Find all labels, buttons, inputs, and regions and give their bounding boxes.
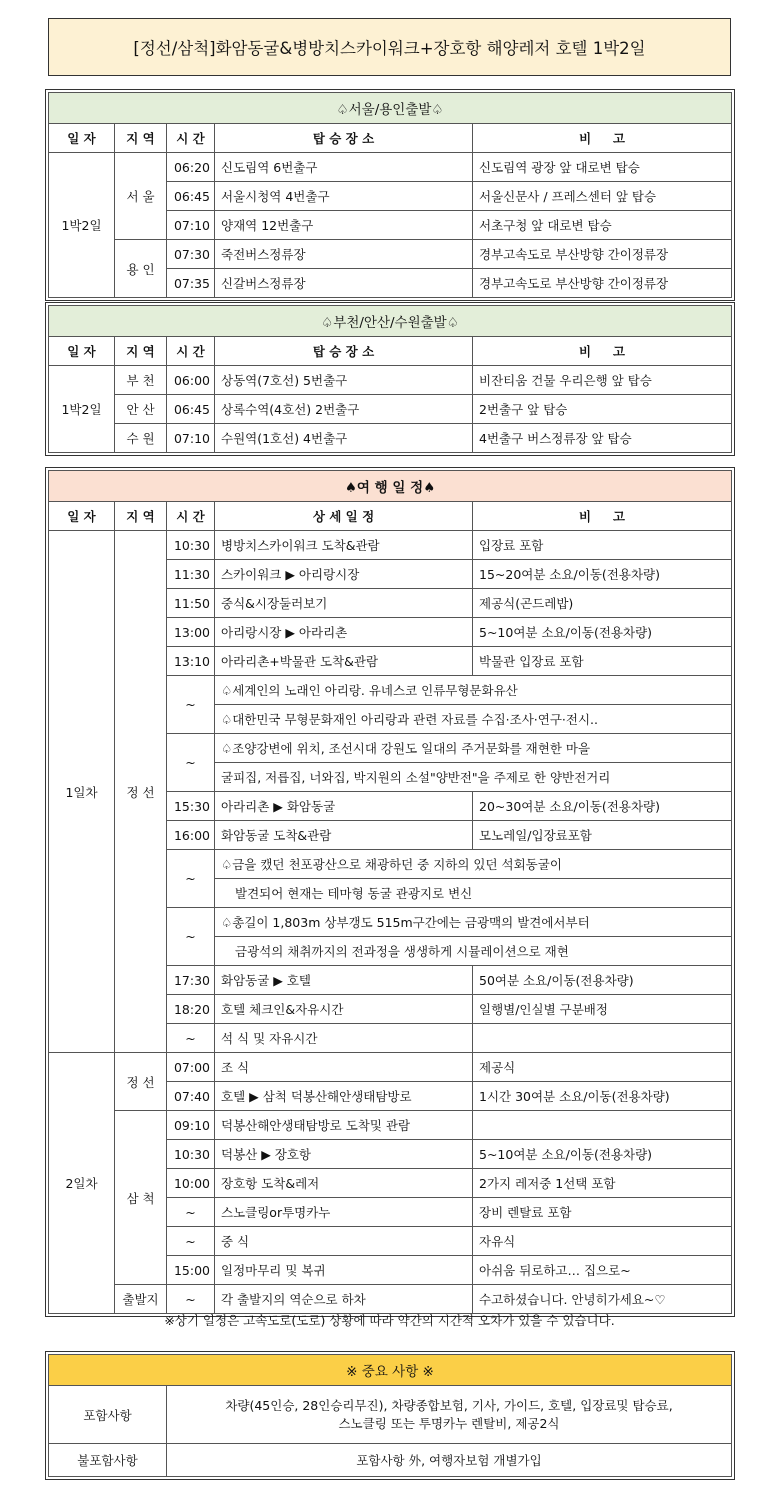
time-cell: 17:30 [167, 966, 215, 995]
time-cell: 06:45 [167, 182, 215, 211]
time-cell: 11:50 [167, 589, 215, 618]
detail-cell: 아리랑시장 ▶ 아라리촌 [215, 618, 473, 647]
time-cell: 07:30 [167, 240, 215, 269]
note-cell: 5~10여분 소요/이동(전용차량) [473, 618, 732, 647]
detail-cell: 중식&시장둘러보기 [215, 589, 473, 618]
time-cell: 11:30 [167, 560, 215, 589]
note-cell: 2가지 레저중 1선택 포함 [473, 1169, 732, 1198]
detail-cell: 화암동굴 도착&관람 [215, 821, 473, 850]
place-cell: 양재역 12번출구 [215, 211, 473, 240]
description-cell: 금광석의 채취까지의 전과정을 생생하게 시뮬레이션으로 재현 [215, 937, 732, 966]
time-cell: 07:10 [167, 424, 215, 453]
header-time: 시 간 [167, 124, 215, 153]
note-cell [473, 1024, 732, 1053]
time-cell: 16:00 [167, 821, 215, 850]
detail-cell: 일정마무리 및 복귀 [215, 1256, 473, 1285]
time-cell: 10:00 [167, 1169, 215, 1198]
region-cell: 용 인 [115, 240, 167, 298]
note-cell: 박물관 입장료 포함 [473, 647, 732, 676]
note-cell: 일행별/인실별 구분배정 [473, 995, 732, 1024]
note-cell: 비잔티움 건물 우리은행 앞 탑승 [473, 366, 732, 395]
header-place: 탑 승 장 소 [215, 124, 473, 153]
description-cell: ♤금을 캤던 천포광산으로 채광하던 중 지하의 있던 석회동굴이 [215, 850, 732, 879]
detail-cell: 조 식 [215, 1053, 473, 1082]
time-cell: 09:10 [167, 1111, 215, 1140]
note-cell: 제공식(곤드레밥) [473, 589, 732, 618]
note-cell: 2번출구 앞 탑승 [473, 395, 732, 424]
note-cell: 경부고속도로 부산방향 간이정류장 [473, 269, 732, 298]
header-detail: 상 세 일 정 [215, 502, 473, 531]
time-cell: ~ [167, 1285, 215, 1314]
time-cell: 13:00 [167, 618, 215, 647]
detail-cell: 스노클링or투명카누 [215, 1198, 473, 1227]
region-cell: 안 산 [115, 395, 167, 424]
page-title: [정선/삼척]화암동굴&병방치스카이워크+장호항 해양레저 호텔 1박2일 [48, 18, 731, 76]
header-region: 지 역 [115, 502, 167, 531]
note-cell: 15~20여분 소요/이동(전용차량) [473, 560, 732, 589]
header-note: 비 고 [473, 502, 732, 531]
detail-cell: 덕봉산 ▶ 장호항 [215, 1140, 473, 1169]
note-cell: 제공식 [473, 1053, 732, 1082]
note-cell: 서울신문사 / 프레스센터 앞 탑승 [473, 182, 732, 211]
day-cell: 2일차 [49, 1053, 115, 1314]
header-day: 일 자 [49, 502, 115, 531]
time-cell: 06:45 [167, 395, 215, 424]
time-cell: 07:00 [167, 1053, 215, 1082]
note-cell: 수고하셨습니다. 안녕히가세요~♡ [473, 1285, 732, 1314]
time-cell: 06:00 [167, 366, 215, 395]
included-line-2: 스노클링 또는 투명카누 렌탈비, 제공2식 [338, 1415, 560, 1431]
note-cell: 신도림역 광장 앞 대로변 탑승 [473, 153, 732, 182]
day-cell: 1박2일 [49, 153, 115, 298]
time-cell: 07:40 [167, 1082, 215, 1111]
time-cell: 07:35 [167, 269, 215, 298]
bucheon-departure-table [48, 305, 732, 453]
place-cell: 신갈버스정류장 [215, 269, 473, 298]
detail-cell: 스카이워크 ▶ 아리랑시장 [215, 560, 473, 589]
note-cell: 자유식 [473, 1227, 732, 1256]
note-cell: 5~10여분 소요/이동(전용차량) [473, 1140, 732, 1169]
region-cell: 정 선 [115, 1053, 167, 1111]
description-cell: ♤총길이 1,803m 상부갱도 515m구간에는 금광맥의 발견에서부터 [215, 908, 732, 937]
detail-cell: 호텔 체크인&자유시간 [215, 995, 473, 1024]
note-cell: 50여분 소요/이동(전용차량) [473, 966, 732, 995]
time-cell: ~ [167, 850, 215, 908]
region-cell: 출발지 [115, 1285, 167, 1314]
place-cell: 서울시청역 4번출구 [215, 182, 473, 211]
important-table [48, 1354, 732, 1477]
note-cell: 1시간 30여분 소요/이동(전용차량) [473, 1082, 732, 1111]
header-place: 탑 승 장 소 [215, 337, 473, 366]
region-cell: 삼 척 [115, 1111, 167, 1285]
note-cell: 아쉬움 뒤로하고… 집으로~ [473, 1256, 732, 1285]
time-cell: 06:20 [167, 153, 215, 182]
description-cell: 발견되어 현재는 테마형 동굴 관광지로 변신 [215, 879, 732, 908]
note-cell: 서초구청 앞 대로변 탑승 [473, 211, 732, 240]
header-day: 일 자 [49, 124, 115, 153]
included-value [167, 1386, 732, 1444]
time-cell: 10:30 [167, 531, 215, 560]
region-cell: 수 원 [115, 424, 167, 453]
note-cell: 4번출구 버스정류장 앞 탑승 [473, 424, 732, 453]
description-cell: ♤세계인의 노래인 아리랑. 유네스코 인류무형문화유산 [215, 676, 732, 705]
description-cell: 굴피집, 저릅집, 너와집, 박지원의 소설"양반전"을 주제로 한 양반전거리 [215, 763, 732, 792]
time-cell: ~ [167, 908, 215, 966]
description-cell: ♤대한민국 무형문화재인 아리랑과 관련 자료를 수집·조사·연구·전시.. [215, 705, 732, 734]
included-line-1: 차량(45인승, 28인승리무진), 차량종합보험, 기사, 가이드, 호텔, 입장료및 탑승료, [225, 1397, 673, 1413]
time-cell: 15:30 [167, 792, 215, 821]
detail-cell: 아라리촌+박물관 도착&관람 [215, 647, 473, 676]
time-cell: ~ [167, 1024, 215, 1053]
header-region: 지 역 [115, 337, 167, 366]
place-cell: 수원역(1호선) 4번출구 [215, 424, 473, 453]
time-cell: ~ [167, 676, 215, 734]
time-cell: ~ [167, 1198, 215, 1227]
detail-cell: 아라리촌 ▶ 화암동굴 [215, 792, 473, 821]
itinerary-section-title: ♠여 행 일 정♠ [49, 471, 732, 502]
place-cell: 상록수역(4호선) 2번출구 [215, 395, 473, 424]
detail-cell: 장호항 도착&레저 [215, 1169, 473, 1198]
header-region: 지 역 [115, 124, 167, 153]
header-day: 일 자 [49, 337, 115, 366]
note-cell: 입장료 포함 [473, 531, 732, 560]
region-cell: 정 선 [115, 531, 167, 1053]
time-cell: ~ [167, 734, 215, 792]
place-cell: 죽전버스정류장 [215, 240, 473, 269]
seoul-section-title: ♤서울/용인출발♤ [49, 93, 732, 124]
detail-cell: 각 출발지의 역순으로 하차 [215, 1285, 473, 1314]
note-cell [473, 1111, 732, 1140]
time-cell: 13:10 [167, 647, 215, 676]
detail-cell: 병방치스카이워크 도착&관람 [215, 531, 473, 560]
place-cell: 신도림역 6번출구 [215, 153, 473, 182]
header-time: 시 간 [167, 502, 215, 531]
detail-cell: 석 식 및 자유시간 [215, 1024, 473, 1053]
seoul-departure-table [48, 92, 732, 298]
day-cell: 1박2일 [49, 366, 115, 453]
itinerary-table [48, 470, 732, 1314]
day-cell: 1일차 [49, 531, 115, 1053]
header-note: 비 고 [473, 337, 732, 366]
header-note: 비 고 [473, 124, 732, 153]
note-cell: 20~30여분 소요/이동(전용차량) [473, 792, 732, 821]
time-cell: 10:30 [167, 1140, 215, 1169]
excluded-label: 불포함사항 [49, 1444, 167, 1477]
time-cell: ~ [167, 1227, 215, 1256]
region-cell: 부 천 [115, 366, 167, 395]
place-cell: 상동역(7호선) 5번출구 [215, 366, 473, 395]
detail-cell: 덕봉산해안생태탐방로 도착및 관람 [215, 1111, 473, 1140]
included-label: 포함사항 [49, 1386, 167, 1444]
bucheon-section-title: ♤부천/안산/수원출발♤ [49, 306, 732, 337]
time-cell: 18:20 [167, 995, 215, 1024]
time-cell: 07:10 [167, 211, 215, 240]
schedule-footnote: ※상기 일정은 고속도로(도로) 상황에 따라 약간의 시간적 오차가 있을 수 있습니다. [164, 1313, 615, 1328]
important-section-title: ※ 중요 사항 ※ [49, 1355, 732, 1386]
detail-cell: 화암동굴 ▶ 호텔 [215, 966, 473, 995]
note-cell: 경부고속도로 부산방향 간이정류장 [473, 240, 732, 269]
header-time: 시 간 [167, 337, 215, 366]
region-cell: 서 울 [115, 153, 167, 240]
time-cell: 15:00 [167, 1256, 215, 1285]
detail-cell: 중 식 [215, 1227, 473, 1256]
description-cell: ♤조양강변에 위치, 조선시대 강원도 일대의 주거문화를 재현한 마을 [215, 734, 732, 763]
detail-cell: 호텔 ▶ 삼척 덕봉산해안생태탐방로 [215, 1082, 473, 1111]
excluded-value: 포함사항 外, 여행자보험 개별가입 [167, 1444, 732, 1477]
note-cell: 장비 렌탈료 포함 [473, 1198, 732, 1227]
note-cell: 모노레일/입장료포함 [473, 821, 732, 850]
